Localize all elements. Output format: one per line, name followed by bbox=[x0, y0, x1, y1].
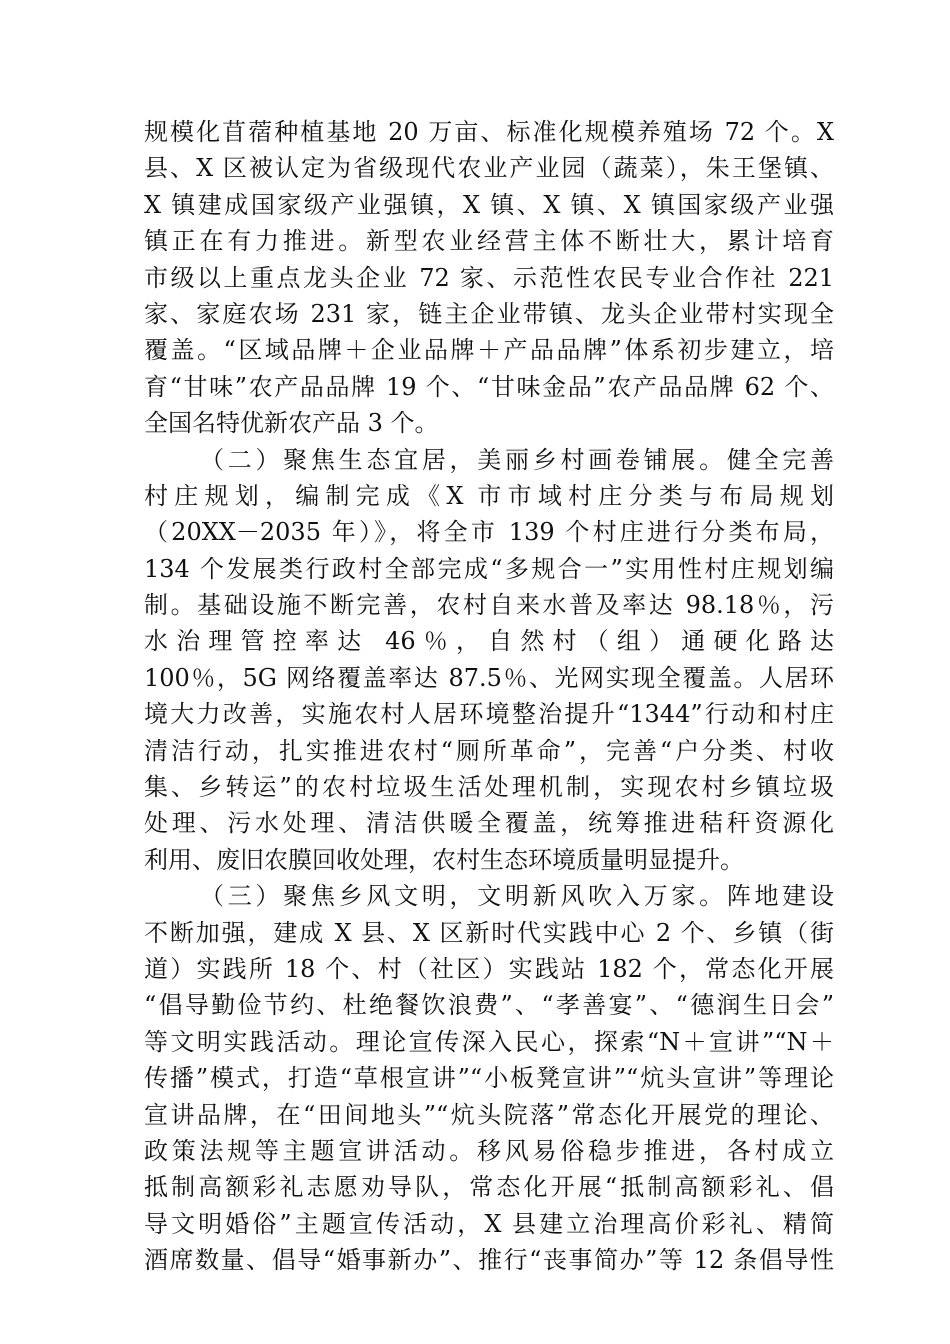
text-line: 利用、废旧农膜回收处理，农村生态环境质量明显提升。 bbox=[144, 845, 744, 874]
text-line: 处理、污水处理、清洁供暖全覆盖，统筹推进秸秆资源化 bbox=[144, 809, 834, 838]
section-heading-line: （三）聚焦乡风文明，文明新风吹入万家。阵地建设 bbox=[200, 882, 834, 911]
text-line: 集、乡转运”的农村垃圾生活处理机制，实现农村乡镇垃圾 bbox=[144, 773, 834, 802]
text-line: “倡导勤俭节约、杜绝餐饮浪费”、“孝善宴”、“德润生日会” bbox=[144, 991, 834, 1020]
text-line: 酒席数量、倡导“婚事新办”、推行“丧事简办”等 12 条倡导性 bbox=[144, 1246, 834, 1275]
text-line: 境大力改善，实施农村人居环境整治提升“1344”行动和村庄 bbox=[144, 700, 834, 729]
text-line: 水治理管控率达 46％，自然村（组）通硬化路达 bbox=[144, 627, 834, 656]
section-heading-line: （二）聚焦生态宜居，美丽乡村画卷铺展。健全完善 bbox=[200, 445, 834, 474]
text-line: 不断加强，建成 X 县、X 区新时代实践中心 2 个、乡镇（街 bbox=[144, 918, 834, 947]
text-line: 134 个发展类行政村全部完成“多规合一”实用性村庄规划编 bbox=[144, 554, 834, 583]
text-line: 抵制高额彩礼志愿劝导队，常态化开展“抵制高额彩礼、倡 bbox=[144, 1173, 834, 1202]
text-line: 镇正在有力推进。新型农业经营主体不断壮大，累计培育 bbox=[144, 227, 834, 256]
body-text bbox=[144, 114, 834, 1279]
text-line: 导文明婚俗”主题宣传活动，X 县建立治理高价彩礼、精简 bbox=[144, 1209, 834, 1238]
text-line: 宣讲品牌，在“田间地头”“炕头院落”常态化开展党的理论、 bbox=[144, 1100, 834, 1129]
text-line: X 镇建成国家级产业强镇，X 镇、X 镇、X 镇国家级产业强 bbox=[144, 190, 834, 219]
text-line: 清洁行动，扎实推进农村“厕所革命”，完善“户分类、村收 bbox=[144, 736, 834, 765]
text-line: 等文明实践活动。理论宣传深入民心，探索“N＋宣讲”“N＋ bbox=[144, 1027, 834, 1056]
text-line: 育“甘味”农产品品牌 19 个、“甘味金品”农产品品牌 62 个、 bbox=[144, 372, 834, 401]
text-line: 100％，5G 网络覆盖率达 87.5％、光网实现全覆盖。人居环 bbox=[144, 663, 834, 692]
text-line: 道）实践所 18 个、村（社区）实践站 182 个，常态化开展 bbox=[144, 954, 834, 983]
text-line: 家、家庭农场 231 家，链主企业带镇、龙头企业带村实现全 bbox=[144, 299, 834, 328]
text-line: 政策法规等主题宣讲活动。移风易俗稳步推进，各村成立 bbox=[144, 1136, 834, 1165]
text-line: 规模化苜蓿种植基地 20 万亩、标准化规模养殖场 72 个。X bbox=[144, 118, 834, 146]
text-line: 传播”模式，打造“草根宣讲”“小板凳宣讲”“炕头宣讲”等理论 bbox=[144, 1064, 834, 1093]
text-line: 覆盖。“区域品牌＋企业品牌＋产品品牌”体系初步建立，培 bbox=[144, 336, 834, 365]
text-line: 村庄规划，编制完成《X 市市域村庄分类与布局规划 bbox=[144, 481, 834, 510]
text-line: （20XX－2035 年）》，将全市 139 个村庄进行分类布局， bbox=[144, 518, 834, 547]
text-line: 县、X 区被认定为省级现代农业产业园（蔬菜），朱王堡镇、 bbox=[144, 154, 834, 183]
text-line: 全国名特优新农产品 3 个。 bbox=[144, 409, 439, 438]
text-line: 市级以上重点龙头企业 72 家、示范性农民专业合作社 221 bbox=[144, 263, 834, 292]
text-line: 制。基础设施不断完善，农村自来水普及率达 98.18％，污 bbox=[144, 591, 834, 620]
